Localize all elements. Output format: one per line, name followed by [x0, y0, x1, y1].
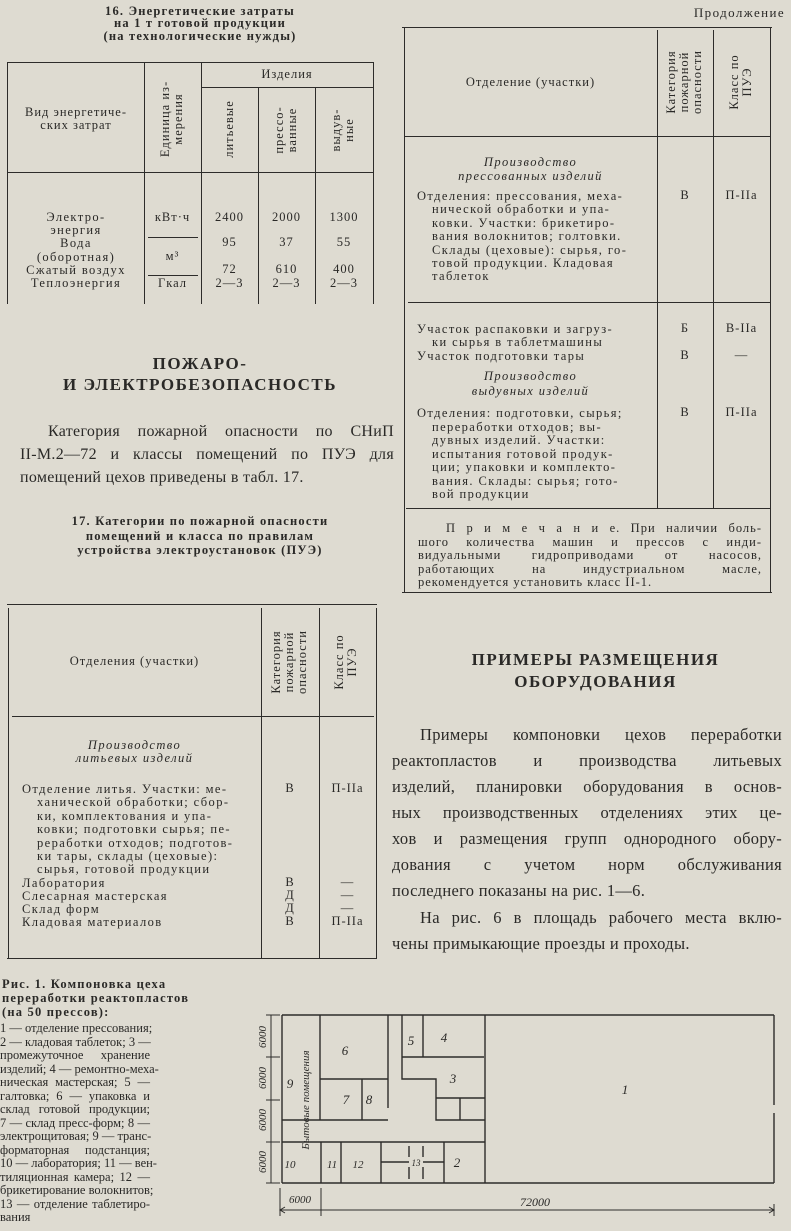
text-line: на 1 т готовой продукции — [113, 16, 287, 31]
text-line: вания волокнитов; голтовки. — [432, 229, 622, 244]
pue-class: П-IIа — [725, 188, 758, 202]
text-line: таблеток — [432, 269, 490, 284]
text-line: изделий; 4 — ремонтно-меха- — [0, 1061, 159, 1076]
text-line: галтовка; 6 — упаковка и — [0, 1088, 150, 1103]
text-line: Участок подготовки тары — [417, 349, 586, 363]
unit-gcal: Гкал — [157, 276, 187, 290]
text-line: Теплоэнергия — [30, 276, 122, 290]
text-line: 16. Энергетические затраты — [105, 4, 295, 18]
text-line: тиляционная камера; 12 — — [0, 1169, 150, 1184]
text-line: Кладовая материалов — [22, 915, 163, 929]
text-line: видуальными гидроприводами от насосов, — [418, 548, 762, 562]
table-note — [418, 521, 762, 593]
text-line: работающих на индустриальном масле, — [418, 561, 762, 576]
amenities-label: Бытовые помещения — [300, 1050, 312, 1150]
room-9: 9 — [286, 1076, 294, 1091]
text-line: 13 — отделение таблетиро- — [0, 1196, 150, 1211]
category: Д — [285, 888, 295, 902]
cell: 2—3 — [272, 276, 301, 290]
text-line: ных производственных отделениях этих це- — [392, 803, 782, 822]
dim-length: 72000 — [520, 1195, 550, 1209]
cell: 400 — [333, 262, 355, 276]
text-line: прессованных изделий — [458, 169, 603, 183]
text-line: 2 — кладовая таблеток; 3 — — [0, 1034, 151, 1049]
category: В — [285, 875, 295, 889]
text-line: электрощитовая; 9 — транс- — [0, 1129, 152, 1143]
text-line: ции; упаковки и комплекто- — [432, 460, 617, 474]
energy-labels — [8, 210, 144, 293]
text-line: ковки; подготовки сырья; пе- — [37, 822, 231, 837]
text-line: 1 — отделение прессования; — [0, 1021, 153, 1035]
text-line: ханической обработки; сбор- — [37, 795, 230, 810]
room-labels — [285, 1030, 629, 1171]
dim-bay-2: 6000 — [257, 1067, 269, 1089]
category: Д — [285, 901, 295, 915]
pue-class: П-IIа — [331, 914, 364, 928]
text-line: шого количества машин и прессов с инди- — [418, 534, 762, 549]
header-col-injection: литьевые — [222, 100, 236, 158]
cell: 55 — [336, 235, 352, 249]
group-blown — [404, 369, 657, 403]
text-line: Слесарная мастерская — [22, 889, 168, 903]
text-line: реработки отходов; подготов- — [37, 835, 234, 850]
header-fire-category: Категория пожарной опасности — [664, 50, 704, 114]
room-13: 13 — [411, 1158, 421, 1168]
cell: 2—3 — [330, 276, 358, 290]
header-pue-class: Класс по ПУЭ — [332, 634, 359, 690]
unit-m3: м³ — [165, 249, 180, 263]
header-fire-category: Категория пожарной опасности — [269, 630, 309, 694]
text-line: промежуточное хранение — [0, 1048, 150, 1062]
text-line: товой продукции. Кладовая — [432, 256, 615, 270]
text-line: устройства электроустановок (ПУЭ) — [77, 543, 323, 557]
header-unit: Единица из- мерения — [158, 80, 185, 158]
room-2: 2 — [453, 1155, 461, 1170]
text-line: ки, комплектования и упа- — [37, 808, 213, 823]
unit-kwh: кВт·ч — [154, 210, 191, 224]
fire-safety-heading — [0, 354, 400, 400]
text-line: реактопластов и производства литьевых — [392, 751, 782, 770]
text-line: И ЭЛЕКТРОБЕЗОПАСНОСТЬ — [62, 375, 338, 394]
text-line: переработки реактопластов — [2, 991, 190, 1005]
text-line: вания. Склады: сырья; гото- — [432, 473, 619, 488]
text-line: рекомендуется установить класс II-1. — [418, 575, 653, 589]
room-3: 3 — [449, 1071, 457, 1086]
cell: 72 — [222, 262, 237, 276]
row-blown — [417, 406, 649, 505]
text-line: Вода — [60, 236, 92, 251]
text-line: форматорная подстанция; — [0, 1142, 150, 1157]
row-materials-storage — [22, 915, 257, 932]
table16-title — [40, 4, 360, 45]
text-line: Рис. 1. Компоновка цеха — [2, 977, 167, 991]
category: В — [285, 914, 295, 928]
continued-label: Продолжение — [693, 5, 785, 20]
dim-bay-4: 6000 — [257, 1151, 269, 1173]
examples-paragraph-1 — [392, 725, 782, 911]
room-8: 8 — [365, 1092, 373, 1107]
category: В — [680, 405, 690, 419]
text-line: сырья, готовой продукции — [37, 862, 211, 877]
room-12: 12 — [352, 1159, 364, 1171]
table17-title — [10, 514, 390, 562]
category: В — [680, 348, 690, 362]
cell: 95 — [222, 235, 237, 249]
text-line: изделий, планировки оборудования в основ- — [392, 777, 782, 796]
room-6: 6 — [341, 1043, 349, 1058]
text-line: Категория пожарной опасности по СНиП — [48, 423, 394, 440]
text-line: последнего показаны на рис. 1—6. — [392, 881, 646, 900]
text-line: Склад форм — [22, 902, 101, 916]
room-7: 7 — [342, 1092, 350, 1107]
text-line: дования с учетом норм обслуживания — [392, 855, 782, 874]
text-line: Отделения: прессования, меха- — [417, 189, 624, 203]
text-line: 10 — лаборатория; 11 — вен- — [0, 1156, 157, 1170]
header-col-blown: выдув- ные — [329, 108, 356, 152]
pue-class: — — [340, 888, 355, 902]
text-line: (на технологические нужды) — [103, 28, 297, 43]
pue-class: — — [340, 875, 355, 889]
pue-class: — — [734, 348, 749, 362]
category: В — [285, 781, 295, 795]
fire-safety-paragraph — [20, 423, 394, 496]
row-container-prep — [417, 349, 649, 366]
room-4: 4 — [440, 1030, 448, 1045]
text-line: Участок распаковки и загруз- — [417, 322, 614, 336]
text-line: склад готовой продукции; — [0, 1102, 150, 1116]
text-line: Примеры компоновки цехов переработки — [420, 725, 782, 744]
cell: 610 — [275, 262, 298, 276]
text-line: 7 — склад пресс-форм; 8 — — [0, 1115, 150, 1130]
header-department: Отделение (участки) — [465, 75, 596, 89]
examples-paragraph-2 — [392, 908, 782, 964]
plan-walls — [282, 1015, 774, 1183]
text-line: хов и размещения групп однородного обору- — [392, 829, 782, 848]
group-pressed — [404, 155, 657, 187]
text-line: Отделения: подготовки, сырья; — [417, 406, 623, 420]
text-line: вания — [0, 1210, 31, 1224]
row-molding — [22, 782, 257, 880]
text-line: (оборотная) — [36, 249, 116, 264]
cell: 2—3 — [215, 276, 244, 290]
header-col-pressed: прессо- ванные — [272, 106, 299, 154]
text-line: Производство — [483, 369, 578, 383]
pue-class: П-IIа — [331, 781, 364, 795]
room-1: 1 — [621, 1082, 629, 1097]
dim-bay-1: 6000 — [257, 1026, 269, 1048]
header-departments: Отделения (участки) — [69, 654, 200, 668]
text-line: дувных изделий. Участки: — [432, 433, 606, 447]
dim-width-part: 6000 — [289, 1194, 311, 1206]
text-line: П р и м е ч а н и е. При наличии боль- — [446, 521, 762, 535]
cell: 37 — [279, 235, 294, 249]
header-products: Изделия — [261, 67, 313, 81]
text-line: вой продукции — [432, 487, 530, 501]
text-line: нической обработки и упа- — [432, 202, 611, 217]
text-line: Склады (цеховые): сырья, го- — [432, 242, 628, 257]
text-line: испытания готовой продук- — [432, 446, 614, 461]
pue-class: — — [340, 901, 355, 915]
text-line: II-М.2—72 и классы помещений по ПУЭ для — [20, 446, 394, 463]
text-line: ПРИМЕРЫ РАЗМЕЩЕНИЯ — [471, 650, 720, 669]
category: Б — [680, 321, 690, 335]
text-line: литьевых изделий — [75, 750, 194, 765]
text-line: выдувных изделий — [471, 384, 590, 398]
text-line: ОБОРУДОВАНИЯ — [514, 672, 677, 691]
dim-bay-3: 6000 — [257, 1109, 269, 1131]
cell: 2000 — [272, 210, 301, 224]
examples-heading — [400, 650, 791, 698]
figure1-floor-plan — [250, 1000, 791, 1231]
header-energy-type: Вид энергетиче- ских затрат — [24, 105, 128, 132]
figure1-caption — [2, 977, 190, 1023]
cell: 2400 — [215, 210, 244, 224]
room-10: 10 — [284, 1159, 296, 1171]
text-line: ПОЖАРО- — [152, 354, 248, 373]
text-line: Производство — [483, 155, 578, 169]
pue-class: П-IIа — [725, 405, 758, 419]
text-line: Электро- — [46, 210, 106, 224]
text-line: Сжатый воздух — [26, 262, 126, 277]
text-line: помещений цехов приведены в табл. 17. — [20, 469, 304, 486]
room-5: 5 — [407, 1033, 415, 1048]
text-line: 17. Категории по пожарной опасности — [71, 514, 329, 528]
figure1-legend — [0, 1021, 159, 1228]
text-line: ки тары, склады (цеховые): — [37, 849, 219, 863]
text-line: Производство — [87, 738, 182, 752]
cell: 1300 — [329, 210, 359, 224]
text-line: ническая мастерская; 5 — — [0, 1075, 150, 1089]
header-pue-class: Класс по ПУЭ — [727, 54, 754, 110]
text-line: ковки. Участки: брикетиро- — [432, 215, 616, 230]
pue-class: В-IIа — [725, 321, 758, 335]
row-pressing — [417, 189, 649, 287]
text-line: помещений и класса по правилам — [85, 528, 315, 543]
text-line: ки сырья в таблетмашины — [432, 335, 604, 350]
room-11: 11 — [326, 1159, 338, 1171]
group-injection — [8, 738, 261, 767]
text-line: чены примыкающие проезды и проходы. — [392, 934, 690, 953]
text-line: На рис. 6 в площадь рабочего места вклю- — [420, 908, 782, 927]
text-line: брикетирование волокнитов; — [0, 1183, 154, 1197]
text-line: переработки отходов; вы- — [432, 419, 603, 434]
text-line: Лаборатория — [22, 876, 106, 890]
text-line: энергия — [50, 223, 102, 238]
category: В — [680, 188, 690, 202]
text-line: Отделение литья. Участки: ме- — [22, 782, 228, 796]
text-line: (на 50 прессов): — [2, 1005, 110, 1019]
